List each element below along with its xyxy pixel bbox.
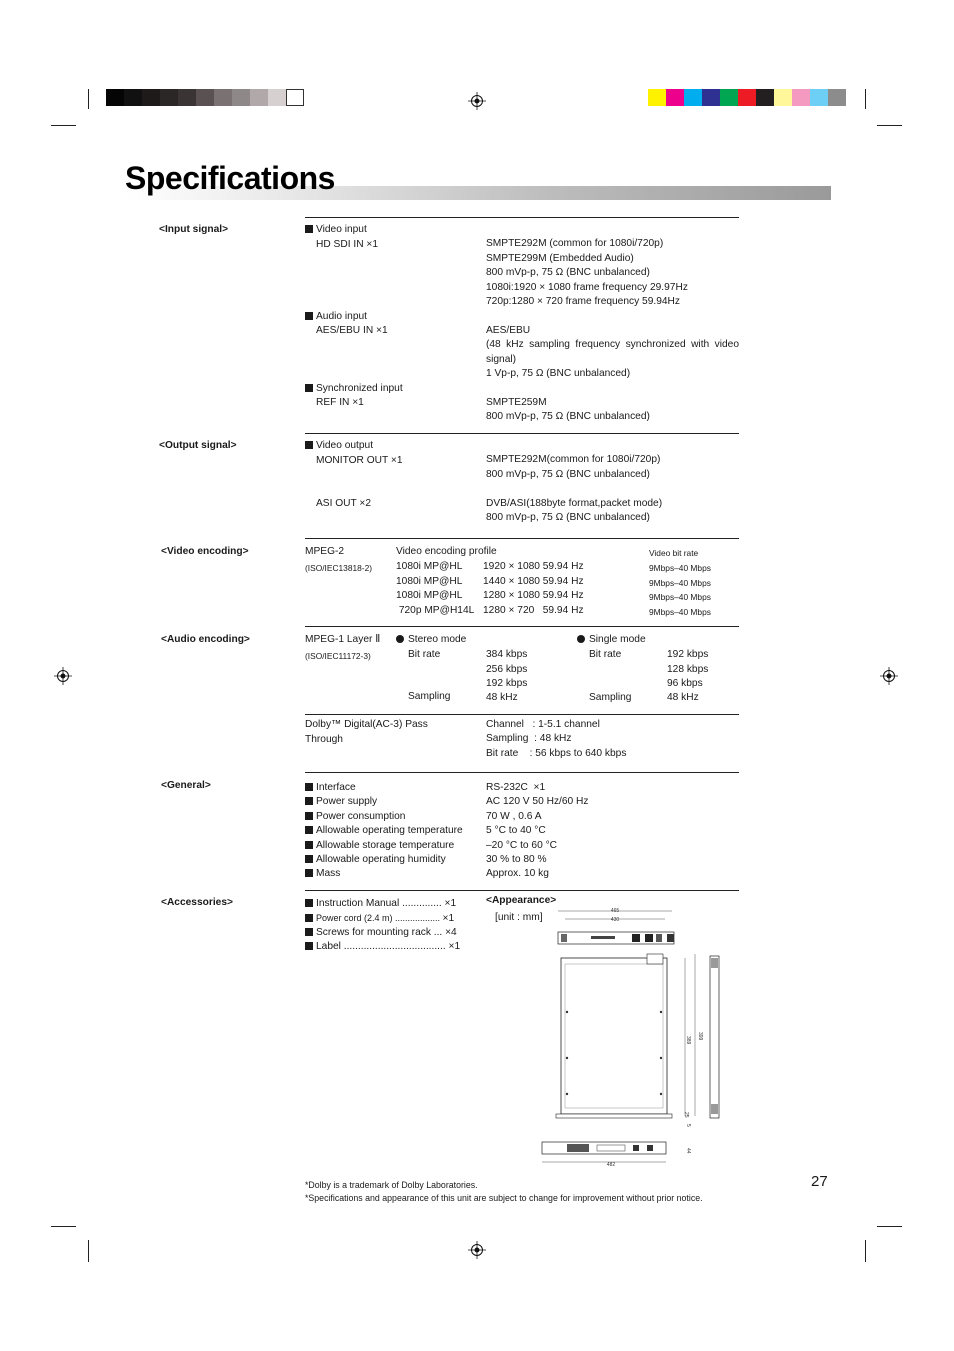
color-swatch <box>792 89 810 106</box>
bullet-square-icon <box>305 812 313 820</box>
general-item: Interface <box>305 781 356 795</box>
accessory-item: Power cord (2.4 m) .................. ×1 <box>305 911 454 926</box>
color-swatch <box>756 89 774 106</box>
bullet-square-icon <box>305 783 313 791</box>
bullet-square-icon <box>305 855 313 863</box>
bullet-square-icon <box>305 942 313 950</box>
crop-mark <box>51 125 76 126</box>
bullet-circle-icon <box>577 635 585 643</box>
registration-mark-icon <box>468 1241 486 1259</box>
registration-mark-icon <box>880 667 898 685</box>
encoding-format: 1920 × 1080 59.94 Hz <box>483 561 584 572</box>
hd-sdi-spec: SMPTE299M (Embedded Audio) <box>486 253 634 264</box>
dolby-pass: Dolby™ Digital(AC-3) Pass <box>305 719 428 730</box>
dolby-spec: Bit rate : 56 kbps to 640 kbps <box>486 748 627 759</box>
dim-399: 399 <box>697 1032 703 1041</box>
section-label-audio-encoding: <Audio encoding> <box>161 634 250 645</box>
video-standard: (ISO/IEC13818-2) <box>305 563 373 573</box>
encoding-bitrate: 9Mbps–40 Mbps <box>649 577 711 588</box>
color-swatch <box>720 89 738 106</box>
dim-482: 482 <box>606 1162 616 1168</box>
gray-swatch <box>286 89 304 106</box>
footnote: *Dolby is a trademark of Dolby Laboratories. <box>305 1180 478 1190</box>
encoding-format: 1280 × 1080 59.94 Hz <box>483 590 584 601</box>
unit-label: [unit : mm] <box>495 912 543 923</box>
section-label-input: <Input signal> <box>159 224 229 235</box>
general-value: AC 120 V 50 Hz/60 Hz <box>486 796 589 808</box>
single-rate: 128 kbps <box>667 664 709 675</box>
dolby-spec: Channel : 1-5.1 channel <box>486 719 600 730</box>
bullet-square-icon <box>305 899 313 907</box>
encoding-profile: 1080i MP@HL <box>396 561 463 572</box>
general-value: Approx. 10 kg <box>486 868 549 880</box>
footnote: *Specifications and appearance of this unit are subject to change for improvement without prior notice. <box>305 1193 703 1203</box>
crop-mark <box>865 1240 866 1262</box>
stereo-sampling: 48 kHz <box>486 692 518 703</box>
registration-mark-icon <box>54 667 72 685</box>
encoding-profile: 1080i MP@HL <box>396 590 463 601</box>
dim-389: 389 <box>685 1036 691 1045</box>
section-divider <box>305 217 739 218</box>
gray-swatch <box>232 89 250 106</box>
aes-ebu-in: AES/EBU IN ×1 <box>316 325 388 336</box>
single-rate: 192 kbps <box>667 649 709 660</box>
asi-spec: DVB/ASI(188byte format,packet mode) <box>486 498 663 509</box>
aes-spec: AES/EBU <box>486 325 531 336</box>
crop-mark <box>865 89 866 109</box>
general-item: Allowable storage temperature <box>305 839 454 853</box>
aes-spec: signal) <box>486 354 517 365</box>
accessory-item: Screws for mounting rack ... ×4 <box>305 926 457 940</box>
crop-mark <box>88 89 89 109</box>
section-label-output: <Output signal> <box>159 440 237 451</box>
bullet-square-icon <box>305 928 313 936</box>
general-item: Power consumption <box>305 810 405 824</box>
bullet-square-icon <box>305 441 313 449</box>
stereo-bitrate-label: Bit rate <box>408 649 441 660</box>
bullet-square-icon <box>305 384 313 392</box>
aes-spec: (48 kHz sampling frequency synchronized with video <box>486 339 739 350</box>
general-item: Allowable operating humidity <box>305 853 446 867</box>
stereo-rate: 192 kbps <box>486 678 528 689</box>
audio-codec: MPEG-1 Layer Ⅱ <box>305 634 381 645</box>
color-swatch <box>810 89 828 106</box>
encoding-profile: 720p MP@H14L <box>396 604 475 616</box>
single-rate: 96 kbps <box>667 678 703 689</box>
hd-sdi-spec: 1080i:1920 × 1080 frame frequency 29.97Hz <box>486 282 688 293</box>
asi-out: ASI OUT ×2 <box>316 498 372 509</box>
gray-swatch <box>124 89 142 106</box>
general-item: Power supply <box>305 795 377 809</box>
encoding-format: 1280 × 720 59.94 Hz <box>483 604 584 616</box>
hd-sdi-spec: SMPTE292M (common for 1080i/720p) <box>486 238 664 249</box>
gray-swatch <box>214 89 232 106</box>
appearance-drawing <box>535 904 735 1170</box>
audio-standard: (ISO/IEC11172-3) <box>305 651 371 661</box>
color-swatch <box>828 89 846 106</box>
general-value: –20 °C to 60 °C <box>486 839 558 851</box>
bullet-square-icon <box>305 914 313 922</box>
single-sampling-label: Sampling <box>589 692 632 703</box>
encoding-format: 1440 × 1080 59.94 Hz <box>483 575 584 587</box>
bullet-square-icon <box>305 312 313 320</box>
audio-input-heading: Audio input <box>305 310 367 324</box>
video-input-heading: Video input <box>305 223 367 237</box>
encoding-bitrate: 9Mbps–40 Mbps <box>649 592 711 602</box>
stereo-mode-heading: Stereo mode <box>396 633 466 647</box>
bitrate-header: Video bit rate <box>649 548 699 558</box>
stereo-sampling-label: Sampling <box>408 691 451 702</box>
dim-25: 25 <box>683 1112 689 1118</box>
section-divider <box>305 772 739 773</box>
monitor-spec: SMPTE292M(common for 1080i/720p) <box>486 454 661 465</box>
dim-44: 44 <box>685 1148 691 1154</box>
monitor-out: MONITOR OUT ×1 <box>316 455 403 466</box>
bullet-square-icon <box>305 797 313 805</box>
color-swatch <box>702 89 720 106</box>
gray-swatch <box>106 89 124 106</box>
bullet-square-icon <box>305 225 313 233</box>
general-item: Mass <box>305 867 340 881</box>
ref-spec: SMPTE259M <box>486 397 547 408</box>
gray-swatch <box>160 89 178 106</box>
encoding-bitrate: 9Mbps–40 Mbps <box>649 606 711 617</box>
hd-sdi-spec: 720p:1280 × 720 frame frequency 59.94Hz <box>486 296 680 307</box>
video-output-heading: Video output <box>305 439 373 453</box>
single-bitrate-label: Bit rate <box>589 649 622 660</box>
gray-swatch <box>178 89 196 106</box>
monitor-spec: 800 mVp-p, 75 Ω (BNC unbalanced) <box>486 469 650 480</box>
general-value: 30 % to 80 % <box>486 854 547 865</box>
section-label-general: <General> <box>161 780 211 791</box>
color-swatch <box>774 89 792 106</box>
dolby-spec: Sampling : 48 kHz <box>486 733 572 744</box>
color-swatch <box>648 89 666 106</box>
section-divider <box>305 890 739 891</box>
general-value: RS-232C ×1 <box>486 782 546 793</box>
section-divider <box>305 626 739 627</box>
dim-5: 5 <box>685 1124 691 1127</box>
color-swatch <box>684 89 702 106</box>
stereo-rate: 384 kbps <box>486 649 528 660</box>
single-sampling: 48 kHz <box>667 692 699 703</box>
gray-swatch <box>268 89 286 106</box>
section-divider <box>305 433 739 434</box>
crop-mark <box>877 125 902 126</box>
gray-swatch <box>142 89 160 106</box>
sync-input-heading: Synchronized input <box>305 382 403 396</box>
crop-mark <box>88 1240 89 1262</box>
crop-mark <box>877 1226 902 1227</box>
encoding-profile: 1080i MP@HL <box>396 575 463 587</box>
accessory-item: Label .................................... ×1 <box>305 940 460 954</box>
section-divider <box>305 714 739 715</box>
dim-465: 465 <box>610 908 620 914</box>
ref-spec: 800 mVp-p, 75 Ω (BNC unbalanced) <box>486 411 650 422</box>
hd-sdi-spec: 800 mVp-p, 75 Ω (BNC unbalanced) <box>486 267 650 278</box>
profile-header: Video encoding profile <box>396 546 497 557</box>
video-codec: MPEG-2 <box>305 546 345 557</box>
gray-swatch <box>250 89 268 106</box>
bullet-square-icon <box>305 869 313 877</box>
section-label-video-encoding: <Video encoding> <box>161 546 249 557</box>
section-label-accessories: <Accessories> <box>161 897 233 908</box>
dim-430: 430 <box>610 917 620 923</box>
gray-swatch <box>196 89 214 106</box>
general-value: 70 W , 0.6 A <box>486 810 542 822</box>
page-number: 27 <box>811 1173 828 1190</box>
ref-in: REF IN ×1 <box>316 397 364 408</box>
appearance-label: <Appearance> <box>486 895 557 906</box>
bullet-square-icon <box>305 841 313 849</box>
page-title: Specifications <box>125 160 335 196</box>
aes-spec: 1 Vp-p, 75 Ω (BNC unbalanced) <box>486 368 631 379</box>
hd-sdi-in: HD SDI IN ×1 <box>316 239 378 250</box>
asi-spec: 800 mVp-p, 75 Ω (BNC unbalanced) <box>486 512 650 523</box>
dolby-pass: Through <box>305 734 343 745</box>
section-divider <box>305 538 739 539</box>
general-value: 5 °C to 40 °C <box>486 825 546 837</box>
registration-mark-icon <box>468 92 486 110</box>
encoding-bitrate: 9Mbps–40 Mbps <box>649 563 711 573</box>
bullet-square-icon <box>305 826 313 834</box>
general-item: Allowable operating temperature <box>305 824 463 838</box>
color-swatch <box>738 89 756 106</box>
stereo-rate: 256 kbps <box>486 664 528 675</box>
crop-mark <box>51 1226 76 1227</box>
color-swatch <box>666 89 684 106</box>
single-mode-heading: Single mode <box>577 633 646 647</box>
bullet-circle-icon <box>396 635 404 643</box>
accessory-item: Instruction Manual .............. ×1 <box>305 897 456 911</box>
